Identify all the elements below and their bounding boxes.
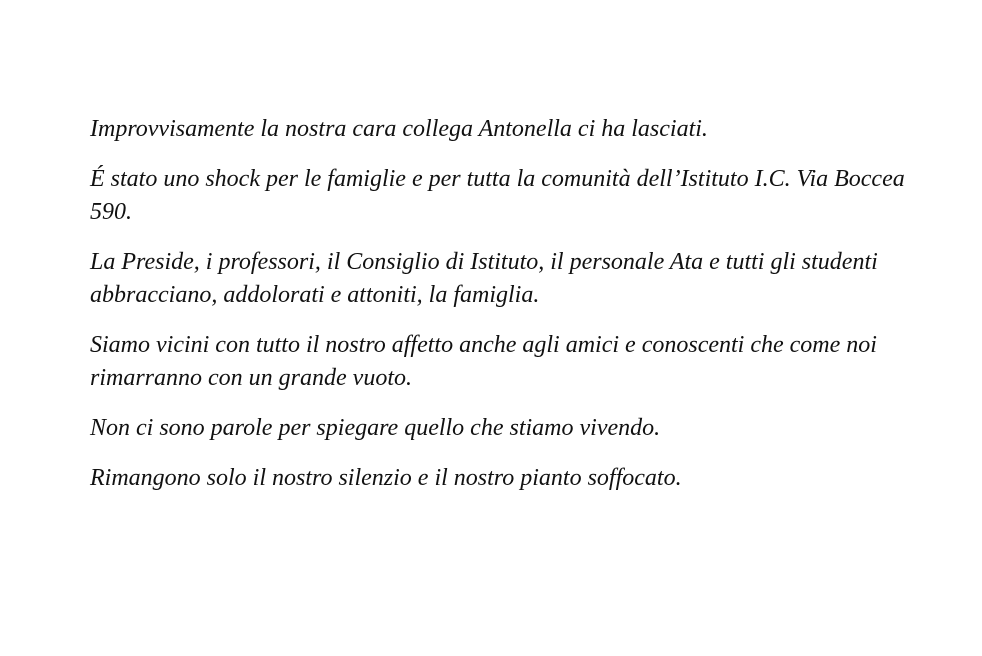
paragraph-shock: É stato uno shock per le famiglie e per tutta la comunità dell’Istituto I.C. Via Boccea 590. [90, 166, 905, 225]
message-body [90, 113, 910, 495]
paragraph-friends: Siamo vicini con tutto il nostro affetto anche agli amici e conoscenti che come noi rimarranno con un grande vuoto. [90, 332, 877, 391]
paragraph-announcement: Improvvisamente la nostra cara collega Antonella ci ha lasciati. [90, 116, 708, 142]
paragraph-no-words: Non ci sono parole per spiegare quello che stiamo vivendo. [90, 415, 661, 441]
paragraph-condolences: La Preside, i professori, il Consiglio di Istituto, il personale Ata e tutti gli studenti abbracciano, addolorati e attoniti, la famiglia. [90, 249, 878, 308]
paragraph-silence: Rimangono solo il nostro silenzio e il nostro pianto soffocato. [90, 465, 682, 491]
